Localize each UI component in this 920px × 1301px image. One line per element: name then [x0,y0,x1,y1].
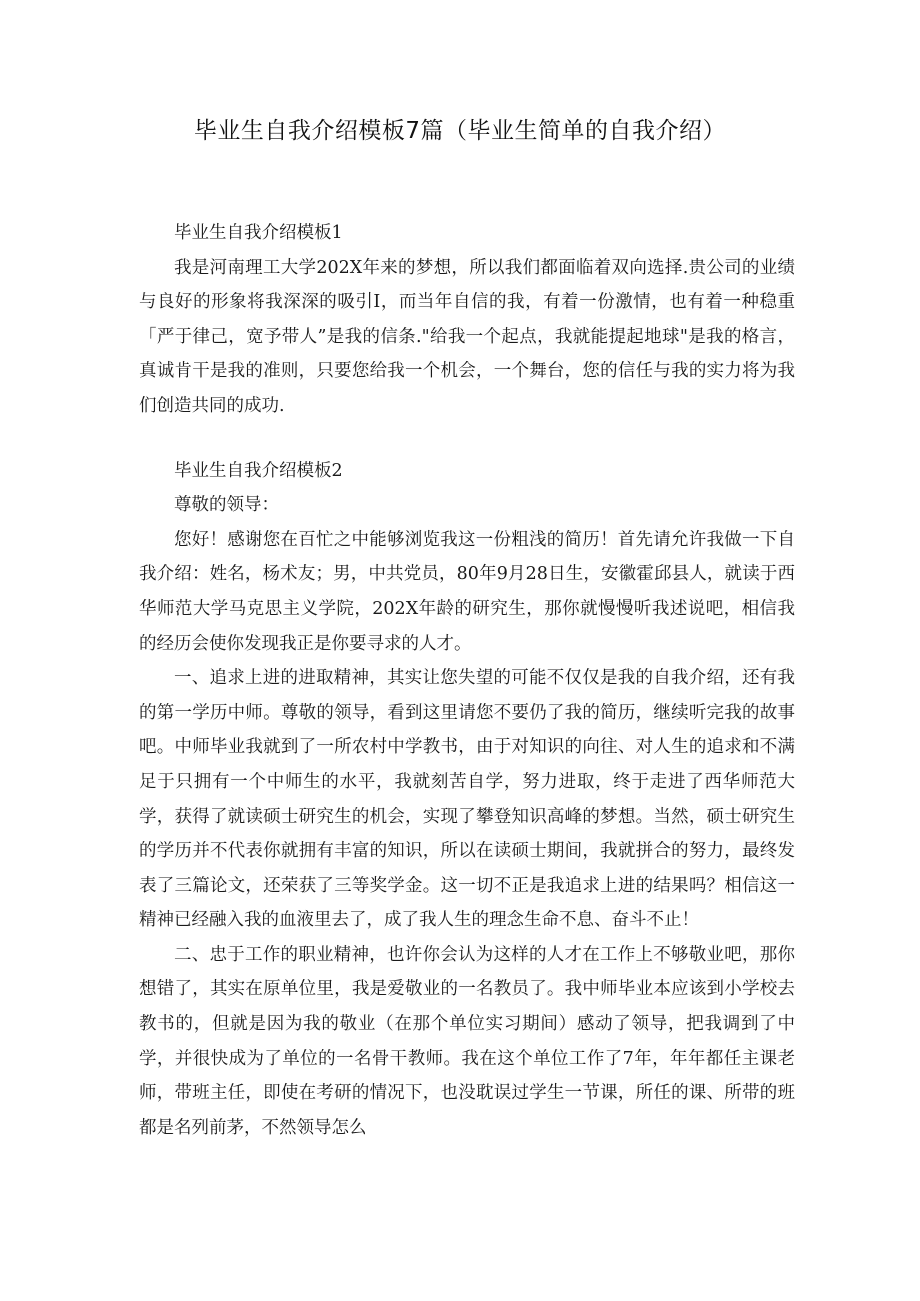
section-heading: 毕业生自我介绍模板2 [174,460,343,481]
paragraph: 二、忠于工作的职业精神，也许你会认为这样的人才在工作上不够敬业吧，那你想错了，其实在原单位里，我是爱敬业的一名教员了。我中师毕业本应该到小学校去教书的，但就是因为我的敬业（在那个单位实习期间）感动了领导，把我调到了中学，并很快成为了单位的一名骨干教师。我在这个单位工作了7年，年年都任主课老师，带班主任，即使在考研的情况下，也没耽误过学生一节课，所任的课、所带的班都是名列前茅，不然领导怎么 [139,944,795,1138]
document-title: 毕业生自我介绍模板7篇（毕业生简单的自我介绍） [193,118,727,144]
section-template-2 [139,454,795,1146]
paragraph: 您好！感谢您在百忙之中能够浏览我这一份粗浅的简历！首先请允许我做一下自我介绍：姓名，杨术友；男，中共党员，80年9月28日生，安徽霍邱县人，就读于西华师范大学马克思主义学院，202X年龄的研究生，那你就慢慢听我述说吧，相信我的经历会使你发现我正是你要寻求的人才。 [139,529,795,654]
section-heading: 毕业生自我介绍模板1 [174,223,343,243]
document-body [139,216,795,1145]
paragraph: 一、追求上进的进取精神，其实让您失望的可能不仅仅是我的自我介绍，还有我的第一学历中师。尊敬的领导，看到这里请您不要仍了我的简历，继续听完我的故事吧。中师毕业我就到了一所农村中学教书，由于对知识的向往、对人生的追求和不满足于只拥有一个中师生的水平，我就刻苦自学，努力进取，终于走进了西华师范大学，获得了就读硕士研究生的机会，实现了攀登知识高峰的梦想。当然，硕士研究生的学历并不代表你就拥有丰富的知识，所以在读硕士期间，我就拼合的努力，最终发表了三篇论文，还荣获了三等奖学金。这一切不正是我追求上进的结果吗？相信这一精神已经融入我的血液里去了，成了我人生的理念生命不息、奋斗不止！ [139,668,795,931]
paragraph: 我是河南理工大学202X年来的梦想，所以我们都面临着双向选择.贵公司的业绩与良好的形象将我深深的吸引I，而当年自信的我，有着一份激情，也有着一种稳重「严于律己，宽予带人”是我的信条."给我一个起点，我就能提起地球"是我的格言，真诚肯干是我的准则，只要您给我一个机会，一个舞台，您的信任与我的实力将为我们创造共同的成功. [139,257,795,416]
salutation: 尊敬的领导： [174,495,279,516]
section-template-1 [139,216,795,424]
